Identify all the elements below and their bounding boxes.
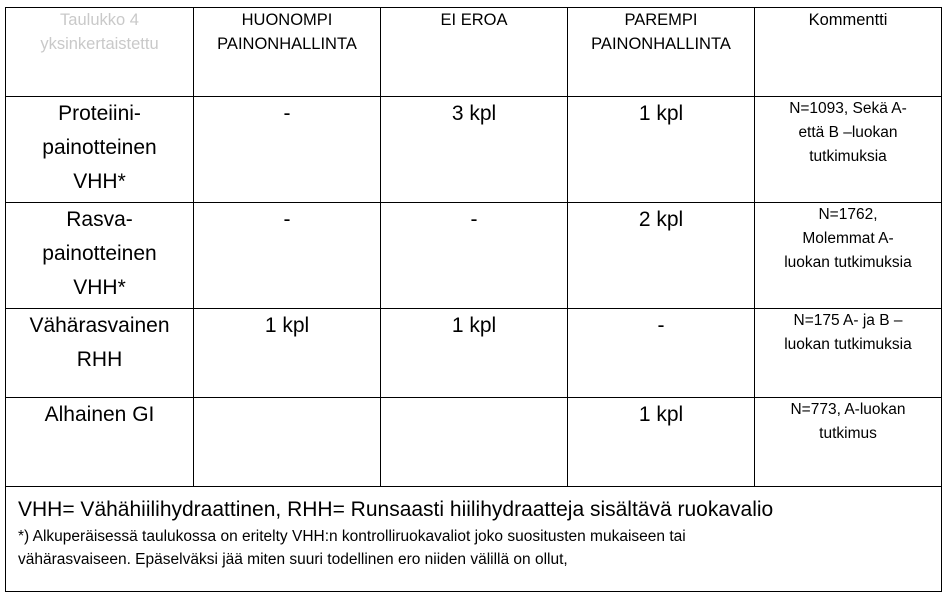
column-header-worse: [194, 8, 381, 97]
comment-line: N=175 A- ja B –: [793, 312, 903, 329]
comment-line: luokan tutkimuksia: [784, 254, 912, 271]
row-label-line: VHH*: [73, 276, 126, 299]
column-header-line: PAINONHALLINTA: [217, 35, 357, 53]
column-header-better: [568, 8, 755, 97]
table-footnote: [6, 487, 942, 592]
comment-line: tutkimus: [819, 425, 877, 442]
cell-worse: 1 kpl: [194, 309, 381, 398]
row-label: [6, 309, 194, 398]
column-header-line: PAINONHALLINTA: [591, 35, 731, 53]
column-header-line: PAREMPI: [624, 11, 698, 29]
cell-comment: [755, 97, 942, 203]
row-label: [6, 203, 194, 309]
cell-comment: [755, 398, 942, 487]
comment-line: N=773, A-luokan: [790, 401, 906, 418]
comment-line: että B –luokan: [798, 124, 898, 141]
comment-line: luokan tutkimuksia: [784, 336, 912, 353]
cell-better: 2 kpl: [568, 203, 755, 309]
cell-worse: -: [194, 97, 381, 203]
row-label-line: Proteiini-: [58, 102, 141, 125]
cell-worse: [194, 398, 381, 487]
cell-better: 1 kpl: [568, 398, 755, 487]
abbreviation-legend: VHH= Vähähiilihydraattinen, RHH= Runsaasti hiilihydraatteja sisältävä ruokavalio: [18, 498, 774, 521]
row-label-line: VHH*: [73, 170, 126, 193]
row-label-line: RHH: [76, 348, 123, 371]
column-header-comment: [755, 8, 942, 97]
cell-comment: [755, 203, 942, 309]
table-row: [6, 309, 942, 398]
row-label-line: painotteinen: [42, 136, 157, 159]
cell-no-difference: -: [381, 203, 568, 309]
table-row: [6, 398, 942, 487]
footnote-line: vähärasvaiseen. Epäselväksi jää miten suuri todellinen ero niiden välillä on ollut,: [18, 551, 568, 568]
cell-better: 1 kpl: [568, 97, 755, 203]
caption-line: yksinkertaistettu: [40, 35, 159, 53]
caption-line: Taulukko 4: [60, 11, 139, 29]
row-label: [6, 97, 194, 203]
header-row: [6, 8, 942, 97]
row-label-line: painotteinen: [42, 242, 157, 265]
comment-line: N=1093, Sekä A-: [789, 100, 907, 117]
row-label-line: Vähärasvainen: [29, 314, 170, 337]
footnote-line: *) Alkuperäisessä taulukossa on eritelty VHH:n kontrolliruokavaliot joko suositusten mukaiseen tai: [18, 528, 686, 545]
comparison-table: [5, 7, 942, 592]
cell-no-difference: [381, 398, 568, 487]
row-label-line: Rasva-: [66, 208, 133, 231]
cell-worse: -: [194, 203, 381, 309]
comment-line: tutkimuksia: [809, 148, 887, 165]
cell-comment: [755, 309, 942, 398]
cell-no-difference: 1 kpl: [381, 309, 568, 398]
column-header-line: Kommentti: [808, 11, 888, 29]
column-header-line: EI EROA: [440, 11, 508, 29]
cell-no-difference: 3 kpl: [381, 97, 568, 203]
cell-better: -: [568, 309, 755, 398]
comment-line: N=1762,: [818, 206, 878, 223]
column-header-no-difference: [381, 8, 568, 97]
comment-line: Molemmat A-: [802, 230, 894, 247]
column-header-line: HUONOMPI: [241, 11, 333, 29]
footer-row: [6, 487, 942, 592]
table-caption: [6, 8, 194, 97]
row-label: [6, 398, 194, 487]
table-row: [6, 203, 942, 309]
table-row: [6, 97, 942, 203]
row-label-line: Alhainen GI: [44, 403, 155, 426]
